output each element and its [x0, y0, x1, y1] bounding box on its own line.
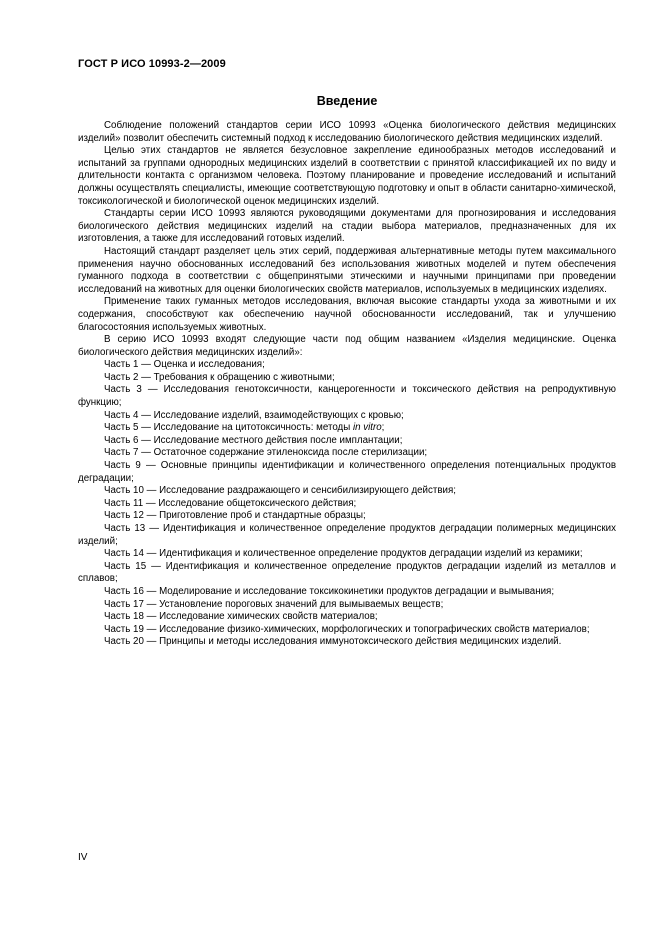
list-item: Часть 12 — Приготовление проб и стандартные образцы;: [104, 510, 366, 522]
list-item: Часть 19 — Исследование физико-химических, морфологических и топографических свойств материалов;: [104, 623, 590, 635]
list-item: Часть 9 — Основные принципы идентификации и количественного определения потенциальных продуктов деградации;: [78, 460, 616, 484]
list-item: Часть 11 — Исследование общетоксического действия;: [104, 497, 357, 509]
parts-list: [78, 359, 616, 649]
list-item: Часть 2 — Требования к обращению с животными;: [104, 371, 335, 383]
list-item: Часть 17 — Установление пороговых значений для вымываемых веществ;: [104, 598, 444, 610]
list-item: Часть 3 — Исследования генотоксичности, канцерогенности и токсического действия на репродуктивную функцию;: [78, 384, 616, 409]
list-item: Часть 14 — Идентификация и количественное определение продуктов деградации изделий из керамики;: [104, 548, 583, 560]
paragraph: Применение таких гуманных методов исследования, включая высокие стандарты ухода за животными и их содержания, способствуют как обеспечению научной обоснованности исследований, так и улучшению благосостояния используемых животных.: [78, 296, 616, 333]
list-item: Часть 7 — Остаточное содержание этиленоксида после стерилизации;: [104, 447, 428, 459]
list-item: Часть 5 — Исследование на цитотоксичность: методы in vitro;: [104, 422, 385, 434]
section-title: Введение: [316, 94, 378, 108]
list-item: Часть 10 — Исследование раздражающего и сенсибилизирующего действия;: [104, 485, 456, 497]
list-item: Часть 6 — Исследование местного действия после имплантации;: [104, 434, 403, 446]
list-item: Часть 18 — Исследование химических свойств материалов;: [104, 611, 378, 623]
paragraph: Целью этих стандартов не является безусловное закрепление единообразных методов исследований и испытаний за группами однородных медицинских изделий в соответствии с принятой классификацией их по виду и длительности контакта с организмом человека. Поэтому планирование и проведение исследований и испытаний должны осуществлять специалисты, имеющие соответствующую подготовку и опыт в области санитарно-химической, токсикологической и биологической оценок медицинских изделий.: [78, 145, 616, 207]
list-item: Часть 13 — Идентификация и количественное определение продуктов деградации полимерных медицинских изделий;: [78, 523, 616, 547]
introduction-body: [78, 120, 616, 649]
list-item: Часть 1 — Оценка и исследования;: [104, 359, 265, 371]
list-item: Часть 4 — Исследование изделий, взаимодействующих с кровью;: [104, 409, 404, 421]
list-item: Часть 20 — Принципы и методы исследования иммунотоксического действия медицинских изделий.: [104, 636, 562, 648]
paragraph: В серию ИСО 10993 входят следующие части под общим названием «Изделия медицинские. Оценка биологического действия медицинских изделий»:: [78, 334, 616, 358]
paragraph: Стандарты серии ИСО 10993 являются руководящими документами для прогнозирования и исследования биологического действия медицинских изделий на стадии выбора материалов, предназначенных для их изготовления, а также для исследований готовых изделий.: [78, 208, 616, 245]
document-header: ГОСТ Р ИСО 10993-2—2009: [78, 58, 226, 70]
list-item: Часть 15 — Идентификация и количественное определение продуктов деградации изделий из металлов и сплавов;: [78, 560, 616, 585]
paragraph: Соблюдение положений стандартов серии ИСО 10993 «Оценка биологического действия медицинских изделий» позволит обеспечить системный подход к исследованию биологического действия медицинских изделий.: [78, 120, 616, 144]
paragraph: Настоящий стандарт разделяет цель этих серий, поддерживая альтернативные методы путем максимального применения научно обоснованных исследований без использования животных моделей и путем обеспечения гуманного подхода в соответствии с общепринятыми этическими и научными принципами при проведении исследований на животных для оценки биологических свойств материалов, используемых в медицинских изделиях.: [78, 245, 616, 295]
list-item: Часть 16 — Моделирование и исследование токсикокинетики продуктов деградации и вымывания;: [104, 585, 555, 597]
page-number: IV: [78, 852, 88, 863]
